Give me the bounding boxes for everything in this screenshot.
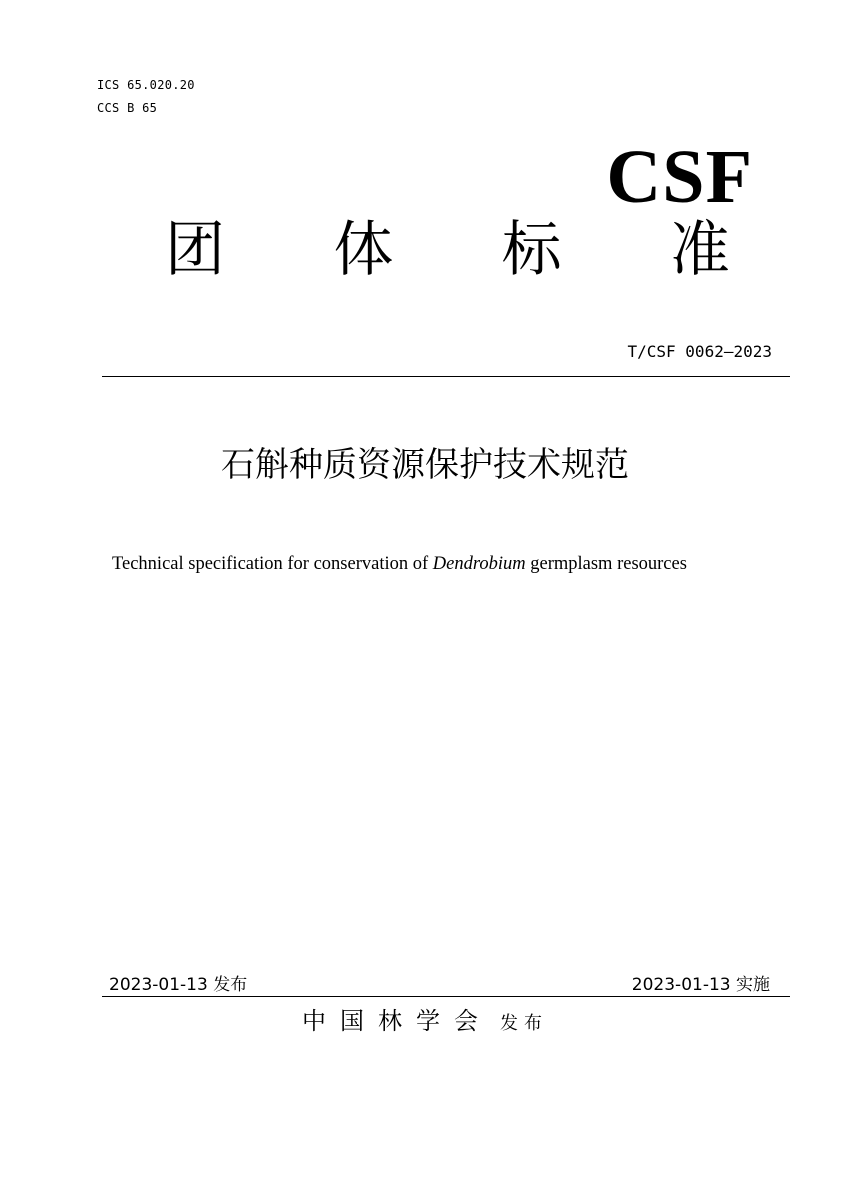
standard-type-char: 标 [501,215,562,285]
english-title-genus: Dendrobium [432,554,526,574]
standard-type-char: 团 [165,215,225,285]
csf-logo: CSF [606,135,753,219]
publisher-suffix: 发布 [500,1013,548,1034]
ccs-code: CCS B 65 [97,101,158,115]
implementation-date: 2023-01-13 实施 [631,975,770,995]
ics-code: ICS 65.020.20 [97,78,195,92]
standard-type-char: 体 [333,215,394,285]
issue-date: 2023-01-13 发布 [109,975,248,995]
publisher-name: 中国林学会 [302,1007,492,1035]
publisher-line [0,1004,850,1041]
header-divider [102,376,790,377]
footer-divider [102,996,790,997]
standard-type-char: 准 [669,215,730,285]
standard-type-heading [165,210,730,290]
english-title [112,552,687,576]
english-title-part: germplasm resources [525,554,687,574]
chinese-title: 石斛种质资源保护技术规范 [221,445,629,485]
english-title-part: Technical specification for conservation of [112,554,433,574]
standard-number: T/CSF 0062—2023 [627,342,772,361]
